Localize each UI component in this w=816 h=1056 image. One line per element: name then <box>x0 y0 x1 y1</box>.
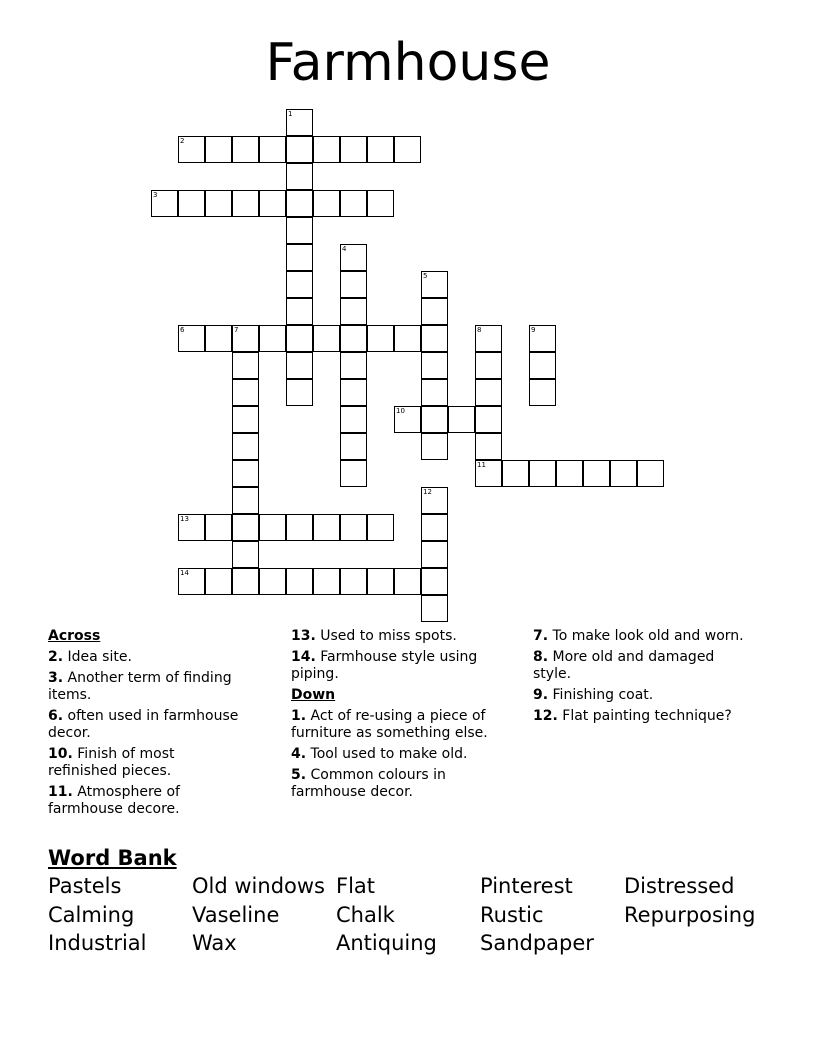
cell-number: 7 <box>234 326 239 334</box>
clue-number: 4. <box>291 746 307 762</box>
crossword-cell[interactable] <box>178 325 205 352</box>
crossword-cell[interactable] <box>259 514 286 541</box>
cell-number: 14 <box>180 569 189 577</box>
word-bank-item: Antiquing <box>336 931 437 955</box>
crossword-cell[interactable] <box>367 514 394 541</box>
crossword-cell[interactable] <box>259 325 286 352</box>
clues-column-1 <box>48 628 248 822</box>
crossword-cell[interactable] <box>313 514 340 541</box>
crossword-cell[interactable] <box>529 460 556 487</box>
cell-number: 8 <box>477 326 482 334</box>
crossword-cell[interactable] <box>340 271 367 298</box>
crossword-cell[interactable] <box>421 514 448 541</box>
crossword-cell[interactable] <box>340 433 367 460</box>
cell-number: 10 <box>396 407 405 415</box>
crossword-cell[interactable] <box>313 190 340 217</box>
crossword-cell[interactable] <box>205 514 232 541</box>
clue-across-2 <box>48 649 248 666</box>
crossword-cell[interactable] <box>340 379 367 406</box>
clue-number: 11. <box>48 784 73 800</box>
clue-text: Tool used to make old. <box>310 746 468 762</box>
crossword-cell[interactable] <box>232 379 259 406</box>
word-bank-item: Industrial <box>48 931 147 955</box>
crossword-cell[interactable] <box>232 352 259 379</box>
crossword-cell[interactable] <box>286 379 313 406</box>
clue-number: 8. <box>533 649 549 665</box>
crossword-cell[interactable] <box>232 568 259 595</box>
crossword-cell[interactable] <box>205 325 232 352</box>
crossword-cell[interactable] <box>313 568 340 595</box>
crossword-cell[interactable] <box>286 163 313 190</box>
crossword-cell[interactable] <box>178 190 205 217</box>
clues-column-3 <box>533 628 753 729</box>
word-bank-item: Pastels <box>48 874 122 898</box>
word-bank-item: Old windows <box>192 874 325 898</box>
clue-number: 7. <box>533 628 549 644</box>
crossword-cell[interactable] <box>529 325 556 352</box>
clue-text: To make look old and worn. <box>552 628 744 644</box>
crossword-cell[interactable] <box>286 271 313 298</box>
crossword-cell[interactable] <box>367 325 394 352</box>
word-bank-item: Pinterest <box>480 874 573 898</box>
crossword-cell[interactable] <box>340 460 367 487</box>
clue-number: 10. <box>48 746 73 762</box>
crossword-cell[interactable] <box>367 136 394 163</box>
word-bank-item: Vaseline <box>192 903 280 927</box>
clue-number: 12. <box>533 708 558 724</box>
crossword-cell[interactable] <box>232 136 259 163</box>
crossword-cell[interactable] <box>232 514 259 541</box>
clue-number: 14. <box>291 649 316 665</box>
crossword-cell[interactable] <box>286 568 313 595</box>
cell-number: 13 <box>180 515 189 523</box>
clue-text: often used in farmhouse decor. <box>48 708 239 741</box>
crossword-cell[interactable] <box>340 325 367 352</box>
clue-across-10 <box>48 746 248 780</box>
clue-across-3 <box>48 670 248 704</box>
crossword-cell[interactable] <box>367 190 394 217</box>
crossword-cell[interactable] <box>502 460 529 487</box>
crossword-cell[interactable] <box>529 379 556 406</box>
crossword-cell[interactable] <box>232 541 259 568</box>
crossword-cell[interactable] <box>340 568 367 595</box>
crossword-cell[interactable] <box>205 568 232 595</box>
crossword-cell[interactable] <box>340 406 367 433</box>
crossword-cell[interactable] <box>448 406 475 433</box>
crossword-cell[interactable] <box>475 433 502 460</box>
crossword-cell[interactable] <box>286 109 313 136</box>
crossword-cell[interactable] <box>421 595 448 622</box>
crossword-cell[interactable] <box>313 136 340 163</box>
clues-column-2 <box>291 628 511 805</box>
crossword-cell[interactable] <box>475 325 502 352</box>
across-heading: Across <box>48 628 101 644</box>
crossword-cell[interactable] <box>367 568 394 595</box>
cell-number: 9 <box>531 326 536 334</box>
cell-number: 12 <box>423 488 432 496</box>
crossword-cell[interactable] <box>286 217 313 244</box>
crossword-cell[interactable] <box>421 487 448 514</box>
crossword-cell[interactable] <box>259 568 286 595</box>
cell-number: 5 <box>423 272 428 280</box>
crossword-cell[interactable] <box>340 352 367 379</box>
cell-number: 6 <box>180 326 185 334</box>
crossword-cell[interactable] <box>421 406 448 433</box>
crossword-cell[interactable] <box>421 568 448 595</box>
clue-text: Farmhouse style using piping. <box>291 649 478 682</box>
page-title: Farmhouse <box>265 33 551 93</box>
clue-text: Used to miss spots. <box>320 628 457 644</box>
clue-text: Atmosphere of farmhouse decore. <box>48 784 180 817</box>
clue-down-5 <box>291 767 511 801</box>
crossword-cell[interactable] <box>205 190 232 217</box>
crossword-cell[interactable] <box>205 136 232 163</box>
crossword-cell[interactable] <box>583 460 610 487</box>
crossword-cell[interactable] <box>529 352 556 379</box>
crossword-cell[interactable] <box>394 406 421 433</box>
clue-across-13 <box>291 628 511 645</box>
crossword-cell[interactable] <box>232 406 259 433</box>
clue-number: 5. <box>291 767 307 783</box>
word-bank-item: Chalk <box>336 903 395 927</box>
crossword-cell[interactable] <box>421 379 448 406</box>
crossword-cell[interactable] <box>637 460 664 487</box>
cell-number: 3 <box>153 191 158 199</box>
crossword-cell[interactable] <box>286 352 313 379</box>
crossword-cell[interactable] <box>421 433 448 460</box>
crossword-cell[interactable] <box>178 514 205 541</box>
clue-down-7 <box>533 628 753 645</box>
clue-text: Idea site. <box>67 649 132 665</box>
word-bank-item: Flat <box>336 874 376 898</box>
clue-text: Flat painting technique? <box>562 708 732 724</box>
clue-text: Another term of finding items. <box>48 670 232 703</box>
clue-down-8 <box>533 649 753 683</box>
clue-down-4 <box>291 746 511 763</box>
crossword-cell[interactable] <box>232 460 259 487</box>
crossword-cell[interactable] <box>178 568 205 595</box>
crossword-cell[interactable] <box>178 136 205 163</box>
crossword-cell[interactable] <box>421 298 448 325</box>
crossword-cell[interactable] <box>232 325 259 352</box>
crossword-cell[interactable] <box>421 271 448 298</box>
word-bank-item: Wax <box>192 931 237 955</box>
clue-number: 6. <box>48 708 64 724</box>
cell-number: 1 <box>288 110 293 118</box>
clue-number: 2. <box>48 649 64 665</box>
crossword-cell[interactable] <box>610 460 637 487</box>
crossword-cell[interactable] <box>286 136 313 163</box>
word-bank-item: Sandpaper <box>480 931 594 955</box>
clue-number: 13. <box>291 628 316 644</box>
clue-down-9 <box>533 687 753 704</box>
crossword-cell[interactable] <box>421 352 448 379</box>
clue-down-1 <box>291 708 511 742</box>
crossword-cell[interactable] <box>232 190 259 217</box>
clue-text: More old and damaged style. <box>533 649 715 682</box>
cell-number: 2 <box>180 137 185 145</box>
clue-text: Act of re-using a piece of furniture as something else. <box>291 708 488 741</box>
crossword-cell[interactable] <box>286 514 313 541</box>
crossword-cell[interactable] <box>232 433 259 460</box>
crossword-cell[interactable] <box>340 244 367 271</box>
clue-across-6 <box>48 708 248 742</box>
crossword-cell[interactable] <box>232 487 259 514</box>
crossword-cell[interactable] <box>151 190 178 217</box>
crossword-cell[interactable] <box>259 190 286 217</box>
clue-text: Finishing coat. <box>552 687 654 703</box>
crossword-cell[interactable] <box>340 298 367 325</box>
clue-number: 9. <box>533 687 549 703</box>
word-bank-item: Calming <box>48 903 135 927</box>
word-bank-title: Word Bank <box>48 846 177 870</box>
word-bank-item: Distressed <box>624 874 735 898</box>
crossword-cell[interactable] <box>421 541 448 568</box>
crossword-cell[interactable] <box>340 136 367 163</box>
clue-down-12 <box>533 708 753 725</box>
clue-number: 1. <box>291 708 307 724</box>
crossword-cell[interactable] <box>475 352 502 379</box>
crossword-cell[interactable] <box>259 136 286 163</box>
clue-across-11 <box>48 784 248 818</box>
crossword-cell[interactable] <box>313 325 340 352</box>
crossword-cell[interactable] <box>556 460 583 487</box>
crossword-cell[interactable] <box>340 190 367 217</box>
crossword-cell[interactable] <box>394 325 421 352</box>
crossword-cell[interactable] <box>286 298 313 325</box>
cell-number: 4 <box>342 245 347 253</box>
word-bank-item: Rustic <box>480 903 544 927</box>
crossword-cell[interactable] <box>475 406 502 433</box>
crossword-cell[interactable] <box>340 514 367 541</box>
crossword-cell[interactable] <box>421 325 448 352</box>
crossword-cell[interactable] <box>286 190 313 217</box>
crossword-cell[interactable] <box>286 325 313 352</box>
crossword-cell[interactable] <box>475 379 502 406</box>
clue-text: Finish of most refinished pieces. <box>48 746 175 779</box>
crossword-cell[interactable] <box>394 136 421 163</box>
clue-text: Common colours in farmhouse decor. <box>291 767 446 800</box>
crossword-cell[interactable] <box>286 244 313 271</box>
crossword-cell[interactable] <box>475 460 502 487</box>
clue-across-14 <box>291 649 511 683</box>
word-bank-item: Repurposing <box>624 903 756 927</box>
down-heading: Down <box>291 687 336 703</box>
clue-number: 3. <box>48 670 64 686</box>
crossword-cell[interactable] <box>394 568 421 595</box>
cell-number: 11 <box>477 461 486 469</box>
